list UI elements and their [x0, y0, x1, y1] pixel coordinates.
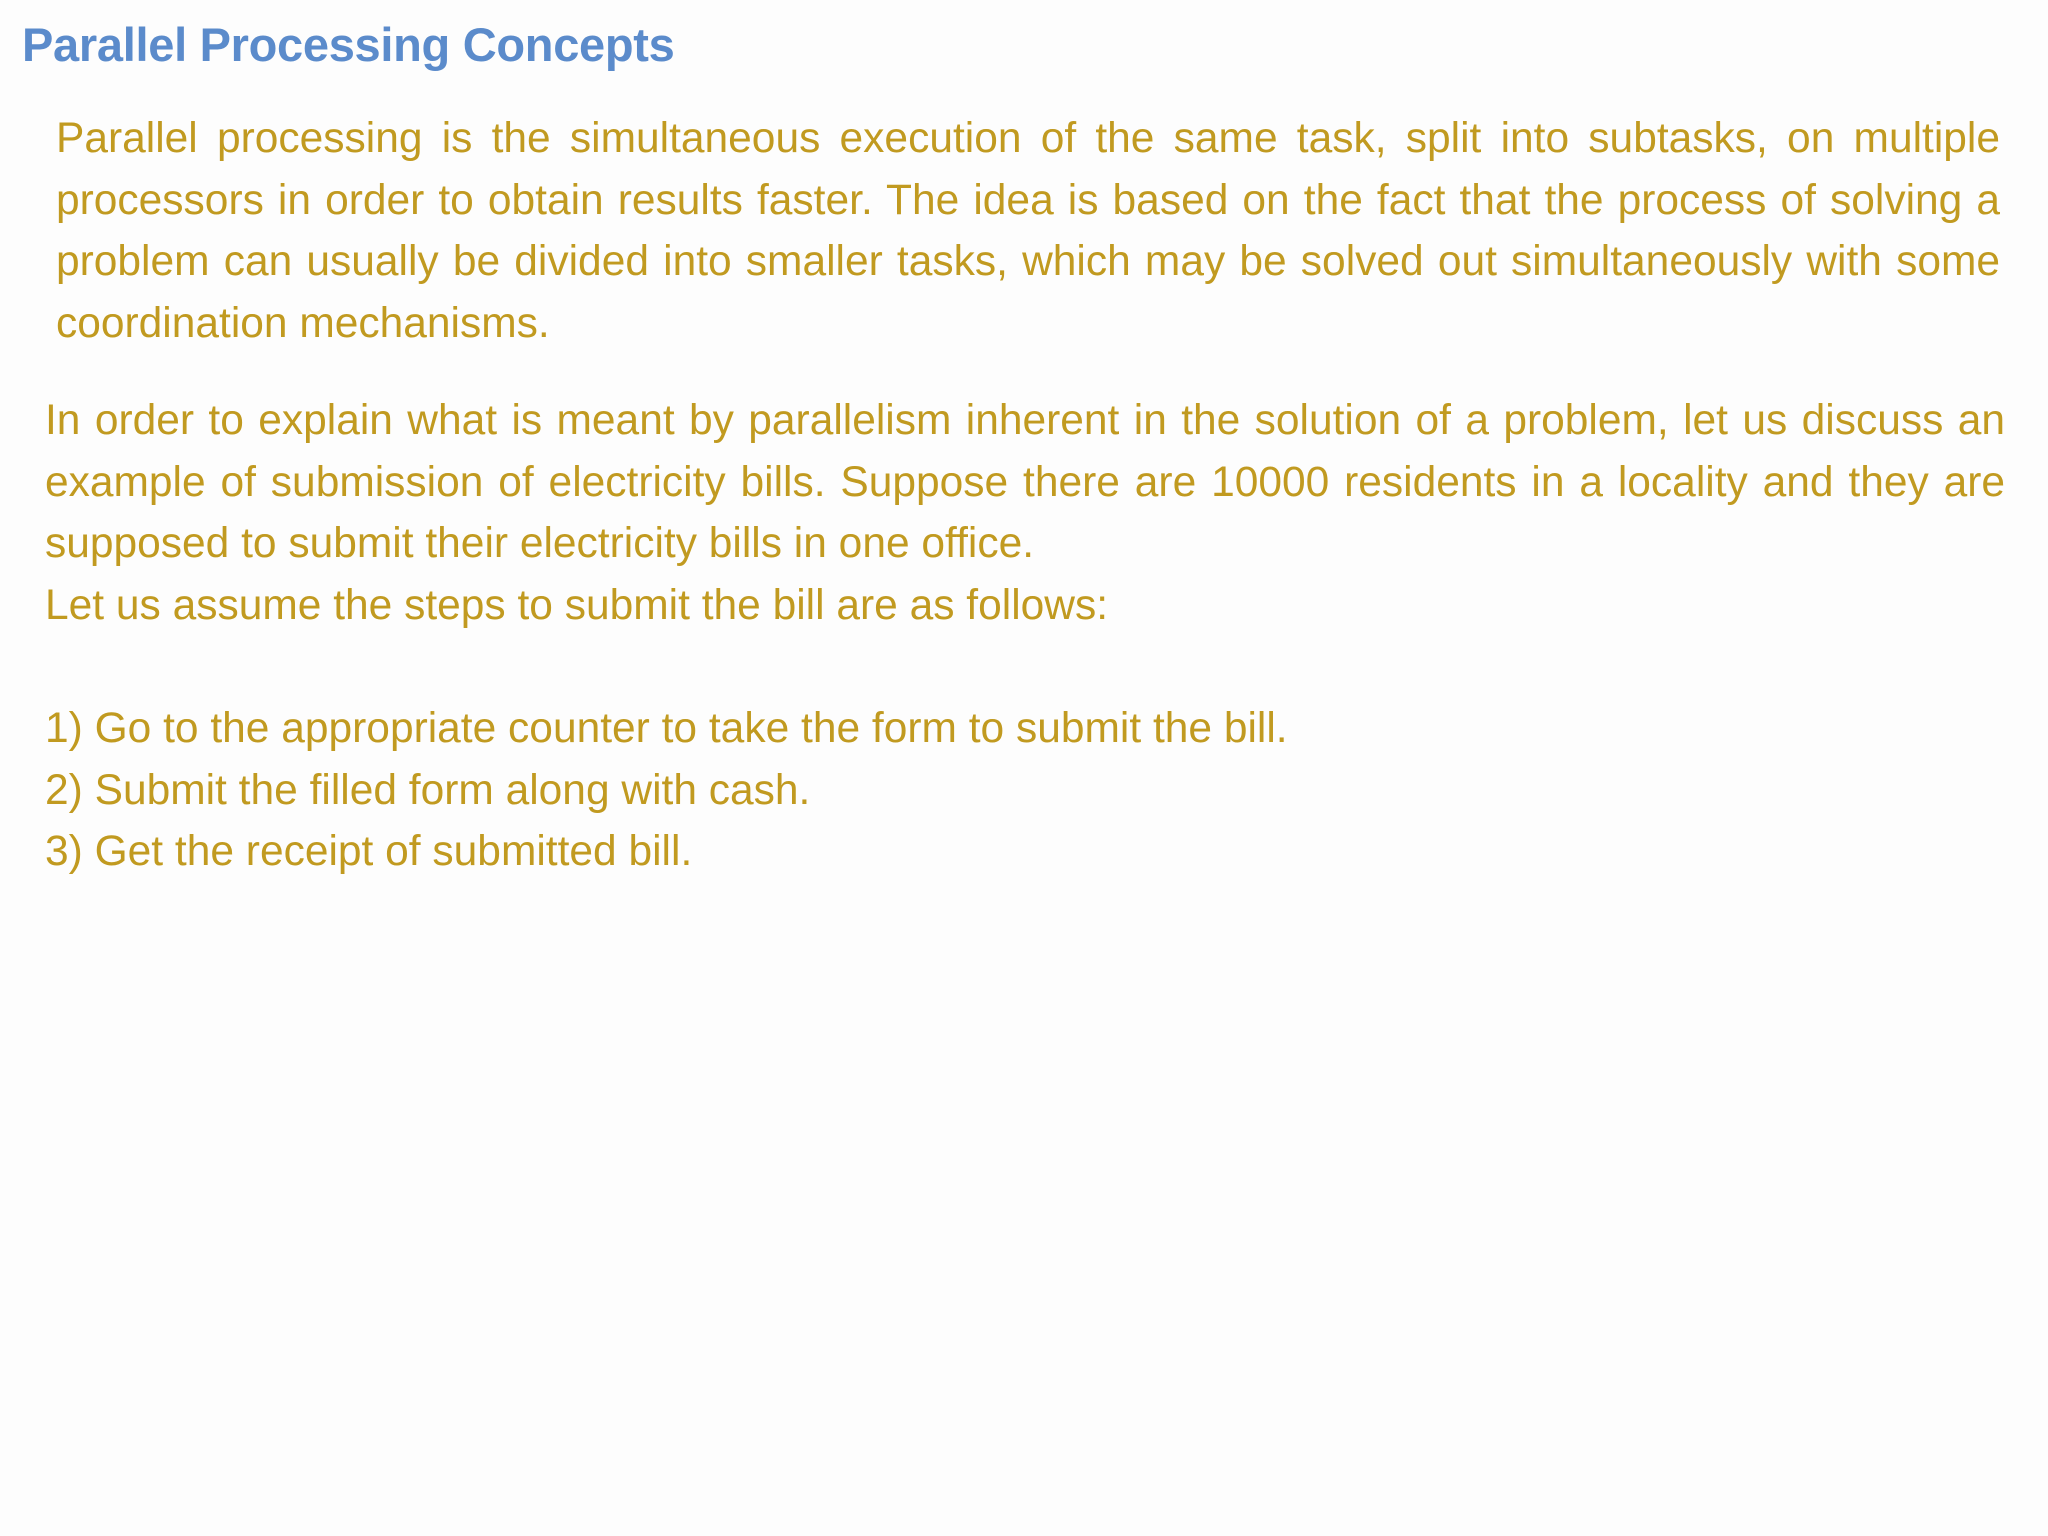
- step-item: 1) Go to the appropriate counter to take the form to submit the bill.: [45, 705, 1288, 752]
- intro-paragraph: Parallel processing is the simultaneous execution of the same task, split into subtasks, on multiple processors in order to obtain results faster. The idea is based on the fact that the process of solving a problem can usually be divided into smaller tasks, which may be solved out simultaneously with some coordination mechanisms.: [56, 115, 2000, 347]
- example-paragraph: In order to explain what is meant by parallelism inherent in the solution of a problem, let us discuss an example of submission of electricity bills. Suppose there are 10000 residents in a locality and they are supposed to submit their electricity bills in one office.: [45, 397, 2005, 567]
- slide-title: Parallel Processing Concepts: [22, 18, 675, 71]
- step-item: 2) Submit the filled form along with cash.: [45, 766, 811, 814]
- step-item: 3) Get the receipt of submitted bill.: [45, 828, 693, 875]
- assumption-line: Let us assume the steps to submit the bill are as follows:: [45, 582, 1109, 629]
- steps-list: [45, 698, 1288, 883]
